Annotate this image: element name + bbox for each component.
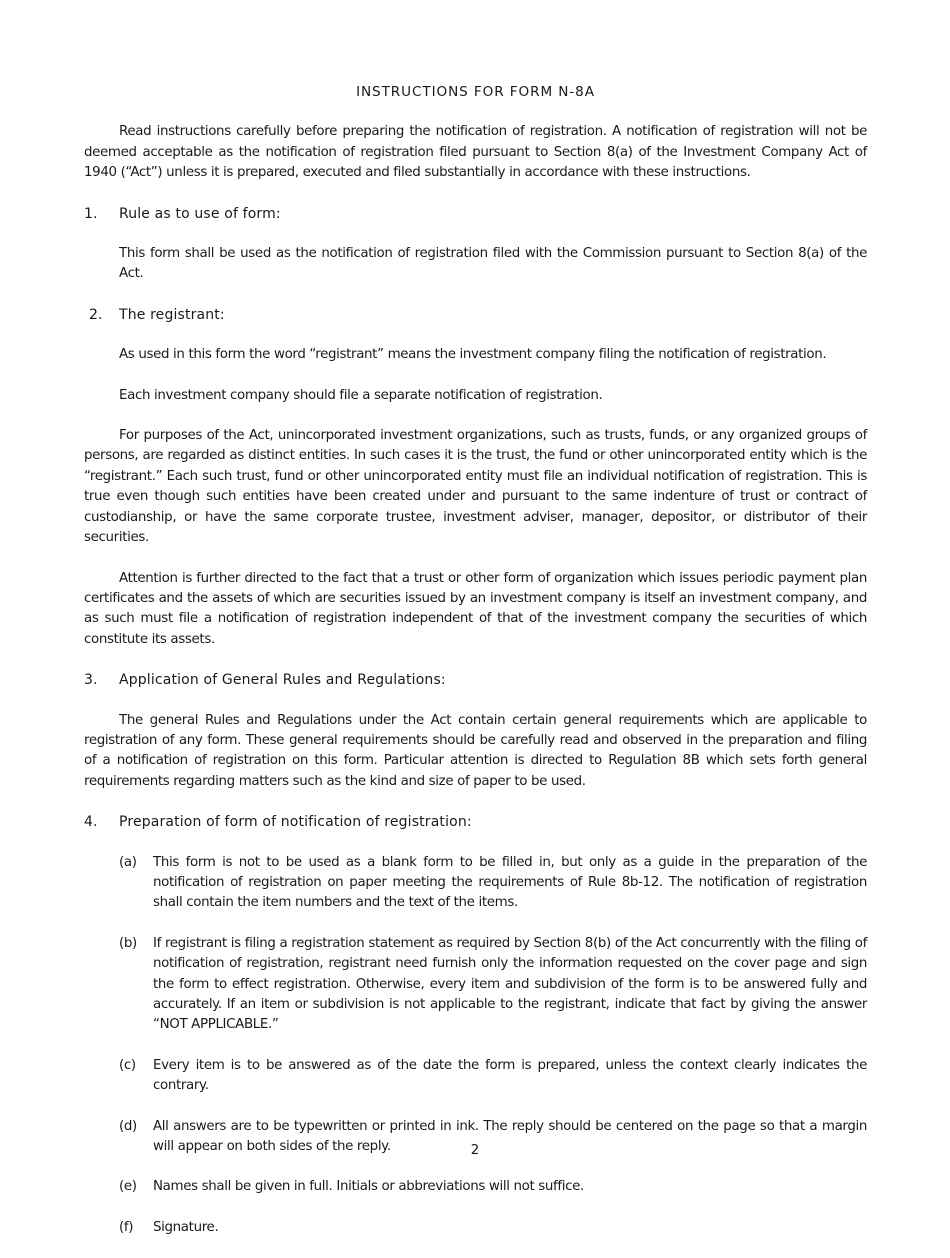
item-letter: (d) (119, 1118, 137, 1134)
section-title: Application of General Rules and Regulations: (119, 672, 446, 689)
item-text: Every item is to be answered as of the date the form is prepared, unless the context clearly indicates the contrary. (153, 1057, 867, 1094)
list-item (119, 934, 867, 1036)
section-paragraph: Attention is further directed to the fact that a trust or other form of organization which issues periodic payment plan certificates and the assets of which are securities issued by an investment company is itself an investment company, and as such must file a notification of registration independent of that of the investment company the securities of which constitute its assets. (84, 570, 867, 647)
section-number: 1. (84, 205, 98, 222)
page-title: INSTRUCTIONS FOR FORM N-8A (356, 84, 595, 100)
page-number: 2 (470, 1143, 480, 1158)
item-text: All answers are to be typewritten or printed in ink. The reply should be centered on the page so that a margin will appear on both sides of the reply. (153, 1118, 867, 1155)
item-text: Names shall be given in full. Initials or abbreviations will not suffice. (153, 1179, 584, 1195)
item-letter: (e) (119, 1179, 137, 1195)
list-item (119, 1056, 867, 1097)
item-text: If registrant is filing a registration statement as required by Section 8(b) of the Act concurrently with the filing of notification of registration, registrant need furnish only the information requested on the cover page and sign the form to effect registration. Otherwise, every item and subdivision of the form is to be answered fully and accurately. If an item or subdivision is not applicable to the registrant, indicate that fact by giving the answer “NOT APPLICABLE.” (153, 935, 867, 1033)
item-letter: (b) (119, 935, 137, 951)
section-title: The registrant: (119, 306, 225, 323)
list-item (119, 1177, 867, 1197)
item-letter: (c) (119, 1057, 136, 1073)
section-paragraph: As used in this form the word “registrant” means the investment company filing the notification of registration. (119, 347, 827, 363)
section-number: 3. (84, 672, 98, 689)
section-paragraph: The general Rules and Regulations under the Act contain certain general requirements which are applicable to registration of any form. These general requirements should be carefully read and observed in the preparation and filing of a notification of registration on this form. Particular attention is directed to Regulation 8B which sets forth general requirements regarding matters such as the kind and size of paper to be used. (84, 712, 867, 789)
list-item (119, 853, 867, 914)
section-heading-4 (84, 812, 867, 832)
section-heading-3 (84, 670, 867, 690)
list-item (119, 1218, 867, 1238)
intro-paragraph: Read instructions carefully before preparing the notification of registration. A notification of registration will not be deemed acceptable as the notification of registration filed pursuant to Section 8(a) of the Investment Company Act of 1940 (“Act”) unless it is prepared, executed and filed substantially in accordance with these instructions. (84, 124, 867, 181)
section-title: Preparation of form of notification of registration: (119, 814, 472, 831)
section-paragraph: For purposes of the Act, unincorporated investment organizations, such as trusts, funds, or any organized groups of persons, are regarded as distinct entities. In such cases it is the trust, the fund or other unincorporated entity which is the “registrant.” Each such trust, fund or other unincorporated entity must file an individual notification of registration. This is true even though such entities have been created under and pursuant to the same indenture of trust or contract of custodianship, or have the same corporate trustee, investment adviser, manager, depositor, or distributor of their securities. (84, 428, 867, 546)
item-text: This form is not to be used as a blank form to be filled in, but only as a guide in the preparation of the notification of registration on paper meeting the requirements of Rule 8b-12. The notification of registration shall contain the item numbers and the text of the items. (153, 854, 867, 911)
document-page (84, 82, 867, 1258)
section-heading-2 (84, 305, 867, 325)
item-text: Signature. (153, 1219, 219, 1235)
section-heading-1 (84, 204, 867, 224)
section-number: 4. (84, 814, 98, 831)
section-paragraph: This form shall be used as the notification of registration filed with the Commission pursuant to Section 8(a) of the Act. (119, 246, 867, 282)
item-letter: (a) (119, 854, 137, 870)
item-letter: (f) (119, 1219, 134, 1235)
section-title: Rule as to use of form: (119, 205, 281, 222)
section-paragraph: Each investment company should file a separate notification of registration. (119, 387, 603, 403)
section-number: 2. (89, 306, 103, 323)
